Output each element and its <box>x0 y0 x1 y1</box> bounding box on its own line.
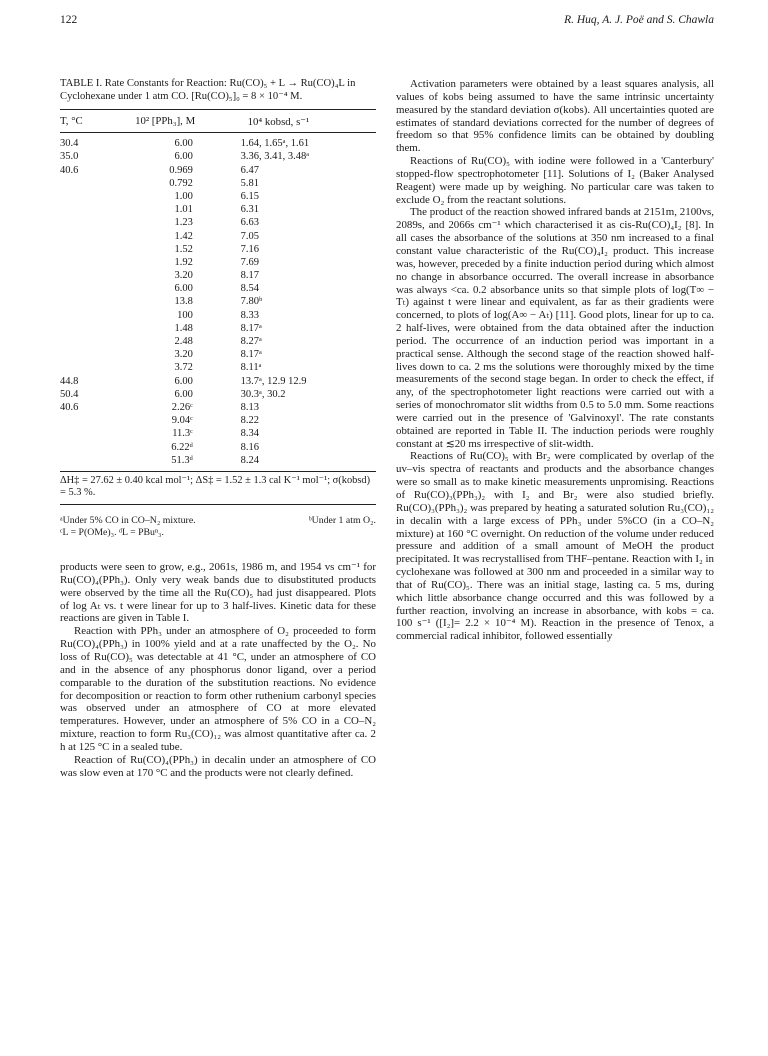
table-notes <box>60 515 376 539</box>
table-row <box>60 335 376 348</box>
table-row <box>60 375 376 388</box>
cell-temperature <box>60 256 107 269</box>
cell-kobsd: 7.80ᵇ <box>240 296 263 308</box>
cell-ligand-conc: 13.8 <box>174 296 193 308</box>
cell-temperature <box>60 190 107 203</box>
table-caption: TABLE I. Rate Constants for Reaction: Ru(CO)₅ + L → Ru(CO)₄L in Cyclohexane under 1 atm CO. [Ru(CO)₅]₀ = 8 × 10⁻⁴ M. <box>60 78 356 102</box>
cell-temperature: 40.6 <box>60 164 79 176</box>
left-body-text <box>60 561 376 779</box>
table-row <box>60 243 376 256</box>
cell-kobsd: 30.3ᵃ, 30.2 <box>240 388 286 400</box>
cell-temperature <box>60 309 107 322</box>
table-row <box>60 164 376 177</box>
cell-ligand-conc: 3.20 <box>174 349 193 361</box>
cell-kobsd: 8.17 <box>240 270 259 282</box>
cell-kobsd: 6.15 <box>240 190 259 202</box>
paragraph: The product of the reaction showed infrared bands at 2151m, 2100vs, 2089s, and 2066s cm⁻¹ which characterised it as cis-Ru(CO)₄I₂ [8]. In all cases the absorbance of the solutions at 350 nm increased to a final constant value characteristic of the Ru(CO)₄I₂ product. This increase was, however, preceded by a finite induction period during which almost no change in absorbance occurred. The overall increase in absorbance was always <ca. 0.2 absorbance units so that simple plots of log(T∞ − Tₜ) against t were linear and equivalent, as far as their gradients were concerned, to plots of log(A∞ − Aₜ) [11]. Good plots, linear for up to ca. 2 half-lives, were obtained from the data obtained after the induction period. The occurrence of an induction period was important in a practical sense. Although the second stage of the reaction showed half-lives down to ca. 2 ms the solutions were thoroughly mixed by the time measurements of the second stage began. In order to check the effect, if any, of the spectrophotometer light reactions were carried out with a series of monochromator slit widths from 0.5 to 5.0 mm. Some reactions were carried out in the presence of 'Galvinoxyl'. The rate constants obtained are reported in Table II. The induction periods were roughly constant at ≲20 ms irrespective of slit-width. <box>396 206 714 450</box>
cell-temperature: 50.4 <box>60 388 79 400</box>
rate-constants-table <box>60 109 376 539</box>
table-body <box>60 133 376 467</box>
cell-ligand-conc: 0.969 <box>169 164 193 176</box>
cell-kobsd: 7.69 <box>240 256 259 268</box>
cell-ligand-conc: 6.00 <box>174 138 193 150</box>
cell-ligand-conc: 3.72 <box>174 362 193 374</box>
cell-ligand-conc: 6.00 <box>174 375 193 387</box>
table-header-row <box>60 110 376 132</box>
cell-ligand-conc: 1.92 <box>174 256 193 268</box>
table-footer-rule <box>60 504 376 505</box>
cell-kobsd: 1.64, 1.65ᵃ, 1.61 <box>240 138 310 150</box>
cell-temperature <box>60 335 107 348</box>
cell-kobsd: 8.17ᵃ <box>240 349 262 361</box>
col-header-ligand-conc: 10² [PPh₃], M <box>135 115 196 128</box>
running-header-authors: R. Huq, A. J. Poë and S. Chawla <box>564 14 714 26</box>
table-row <box>60 282 376 295</box>
cell-temperature <box>60 454 107 467</box>
table-row <box>60 150 376 163</box>
cell-kobsd: 13.7ᵃ, 12.9 12.9 <box>240 375 307 387</box>
cell-temperature: 35.0 <box>60 151 79 163</box>
paragraph: Reactions of Ru(CO)₅ with Br₂ were complicated by overlap of the uv–vis spectra of reactants and products and the absorbance changes were so small as to make kinetic measurements unpromising. Reactions of Ru(CO)₃(PPh₃)₂ with I₂ and Br₂ were also studied briefly. Ru(CO)₃(PPh₃)₂ was prepared by heating a saturated solution Ru₃(CO)₁₂ in decalin with a large excess of PPh₃ under 5%CO (in a CO–N₂ mixture) at 160 °C overnight. On reduction of the volume under reduced pressure and addition of a small amount of MeOH the product precipitated. It was recrystallised from THF–pentane. Reaction with I₂ in cyclohexane was followed at 300 nm and proceeded in a similar way to that of Ru(CO)₅. There was an initial stage, lasting ca. 5 ms, during which little absorbance change occurred and this was followed by a further reaction, involving an increase in absorbance, with kobs = ca. 100 s⁻¹ ([I₂]= 2.2 × 10⁻⁴ M). Reaction in the presence of Tenox, a commercial radical inhibitor, followed essentially <box>396 450 714 643</box>
cell-ligand-conc: 1.42 <box>174 230 193 242</box>
cell-ligand-conc: 6.00 <box>174 151 193 163</box>
table-bottom-rule <box>60 471 376 472</box>
cell-ligand-conc: 6.22ᵈ <box>171 441 193 453</box>
cell-temperature <box>60 230 107 243</box>
cell-kobsd: 8.17ᵃ <box>240 322 262 334</box>
cell-kobsd: 6.47 <box>240 164 259 176</box>
cell-temperature <box>60 427 107 440</box>
col-header-kobsd: 10⁴ kobsd, s⁻¹ <box>247 115 310 128</box>
cell-temperature <box>60 282 107 295</box>
left-column <box>60 78 376 779</box>
cell-ligand-conc: 11.3ᶜ <box>172 428 193 440</box>
cell-ligand-conc: 6.00 <box>174 283 193 295</box>
table-row <box>60 230 376 243</box>
table-row <box>60 216 376 229</box>
col-header-temperature: T, °C <box>60 115 83 128</box>
table-row <box>60 441 376 454</box>
cell-kobsd: 8.16 <box>240 441 259 453</box>
note-cd: ᶜL = P(OMe)₃. ᵈL = PBuⁿ₃. <box>60 527 164 539</box>
cell-ligand-conc: 1.52 <box>174 243 193 255</box>
cell-ligand-conc: 100 <box>177 309 193 321</box>
table-row <box>60 269 376 282</box>
cell-kobsd: 8.27ᵃ <box>240 336 262 347</box>
table-row <box>60 322 376 335</box>
cell-ligand-conc: 1.48 <box>174 322 193 334</box>
table-row <box>60 454 376 467</box>
page-number: 122 <box>60 14 78 26</box>
cell-ligand-conc: 2.48 <box>174 336 193 347</box>
cell-kobsd: 6.31 <box>240 204 259 216</box>
cell-kobsd: 8.34 <box>240 428 259 440</box>
cell-temperature <box>60 203 107 216</box>
cell-kobsd: 5.81 <box>240 177 259 189</box>
cell-temperature <box>60 322 107 335</box>
note-b: ᵇUnder 1 atm O₂. <box>308 515 376 527</box>
paragraph: Reaction of Ru(CO)₄(PPh₃) in decalin under an atmosphere of CO was slow even at 170 °C and the products were not clearly defined. <box>60 753 376 779</box>
cell-temperature <box>60 295 107 308</box>
table-row <box>60 177 376 190</box>
cell-ligand-conc: 1.01 <box>174 204 193 216</box>
table-row <box>60 295 376 308</box>
right-body-text <box>396 78 714 643</box>
right-column <box>396 78 714 643</box>
cell-ligand-conc: 1.00 <box>174 190 193 202</box>
cell-kobsd: 8.13 <box>240 401 259 413</box>
cell-ligand-conc: 1.23 <box>174 217 193 229</box>
cell-temperature: 30.4 <box>60 138 79 150</box>
table-row <box>60 309 376 322</box>
cell-temperature: 40.6 <box>60 401 79 413</box>
cell-ligand-conc: 51.3ᵈ <box>171 454 193 466</box>
paragraph: Activation parameters were obtained by a least squares analysis, all values of kobs being assumed to have the same intrinsic uncertainty measured by the standard deviation σ(kobs). All uncertainties quoted are estimates of standard deviations corrected for the number of degrees of freedom so that 95% confidence limits can be obtained by doubling them. <box>396 78 714 155</box>
cell-temperature <box>60 361 107 374</box>
table-row <box>60 203 376 216</box>
cell-kobsd: 8.54 <box>240 283 259 295</box>
paragraph: Reaction with PPh₃ under an atmosphere of O₂ proceeded to form Ru(CO)₄(PPh₃) in 100% yield and at a rate unaffected by the O₂. No loss of Ru(CO)₅ was detectable at 41 °C, under an atmosphere of CO and in the absence of any phosphorus donor ligand, over a period comparable to the duration of the substitution reactions. No evidence for decomposition or reaction to form other ruthenium carbonyl species was observed under an atmosphere of CO at more elevated temperatures. However, under an atmosphere of 5% CO in a CO–N₂ mixture, reaction to form Ru₃(CO)₁₂ was almost quantitative after ca. 2 h at 125 °C in a sealed tube. <box>60 625 376 753</box>
cell-temperature <box>60 414 107 427</box>
paragraph: products were seen to grow, e.g., 2061s, 1986 m, and 1954 vs cm⁻¹ for Ru(CO)₄(PPh₃). Only very weak bands due to disubstituted products were observed by the time all the Ru(CO)₅ had just disappeared. Plots of log Aₜ vs. t were linear for up to 3 half-lives. Kinetic data for these reactions are given in Table I. <box>60 561 376 625</box>
table-row <box>60 256 376 269</box>
cell-kobsd: 7.16 <box>240 243 259 255</box>
table-row <box>60 414 376 427</box>
table-row <box>60 137 376 150</box>
table-row <box>60 348 376 361</box>
cell-ligand-conc: 2.26ᶜ <box>171 401 193 413</box>
cell-temperature <box>60 243 107 256</box>
cell-temperature <box>60 269 107 282</box>
cell-ligand-conc: 3.20 <box>174 270 193 282</box>
cell-kobsd: 6.63 <box>240 217 259 229</box>
table-row <box>60 427 376 440</box>
cell-kobsd: 3.36, 3.41, 3.48ᵃ <box>240 151 310 163</box>
paragraph: Reactions of Ru(CO)₅ with iodine were followed in a 'Canterbury' stopped-flow spectrophotometer [11]. Solutions of I₂ (Baker Analysed Reagent) were made up by weighing. No particular care was taken to exclude O₂ from the reactant solutions. <box>396 155 714 206</box>
activation-parameters: ΔH‡ = 27.62 ± 0.40 kcal mol⁻¹; ΔS‡ = 1.52 ± 1.3 cal K⁻¹ mol⁻¹; σ(kobsd) = 5.3 %. <box>60 474 371 499</box>
cell-kobsd: 8.33 <box>240 309 259 321</box>
cell-temperature: 44.8 <box>60 375 79 387</box>
table-row <box>60 401 376 414</box>
cell-ligand-conc: 0.792 <box>169 177 193 189</box>
cell-kobsd: 8.24 <box>240 454 259 466</box>
cell-temperature <box>60 441 107 454</box>
table-row <box>60 190 376 203</box>
table-row <box>60 361 376 374</box>
cell-kobsd: 8.11ᵃ <box>240 362 262 374</box>
cell-temperature <box>60 216 107 229</box>
cell-temperature <box>60 348 107 361</box>
cell-kobsd: 7.05 <box>240 230 259 242</box>
cell-ligand-conc: 9.04ᶜ <box>171 415 193 427</box>
cell-ligand-conc: 6.00 <box>174 388 193 400</box>
note-a: ᵃUnder 5% CO in CO–N₂ mixture. <box>60 515 196 527</box>
table-row <box>60 388 376 401</box>
cell-temperature <box>60 177 107 190</box>
cell-kobsd: 8.22 <box>240 415 259 427</box>
